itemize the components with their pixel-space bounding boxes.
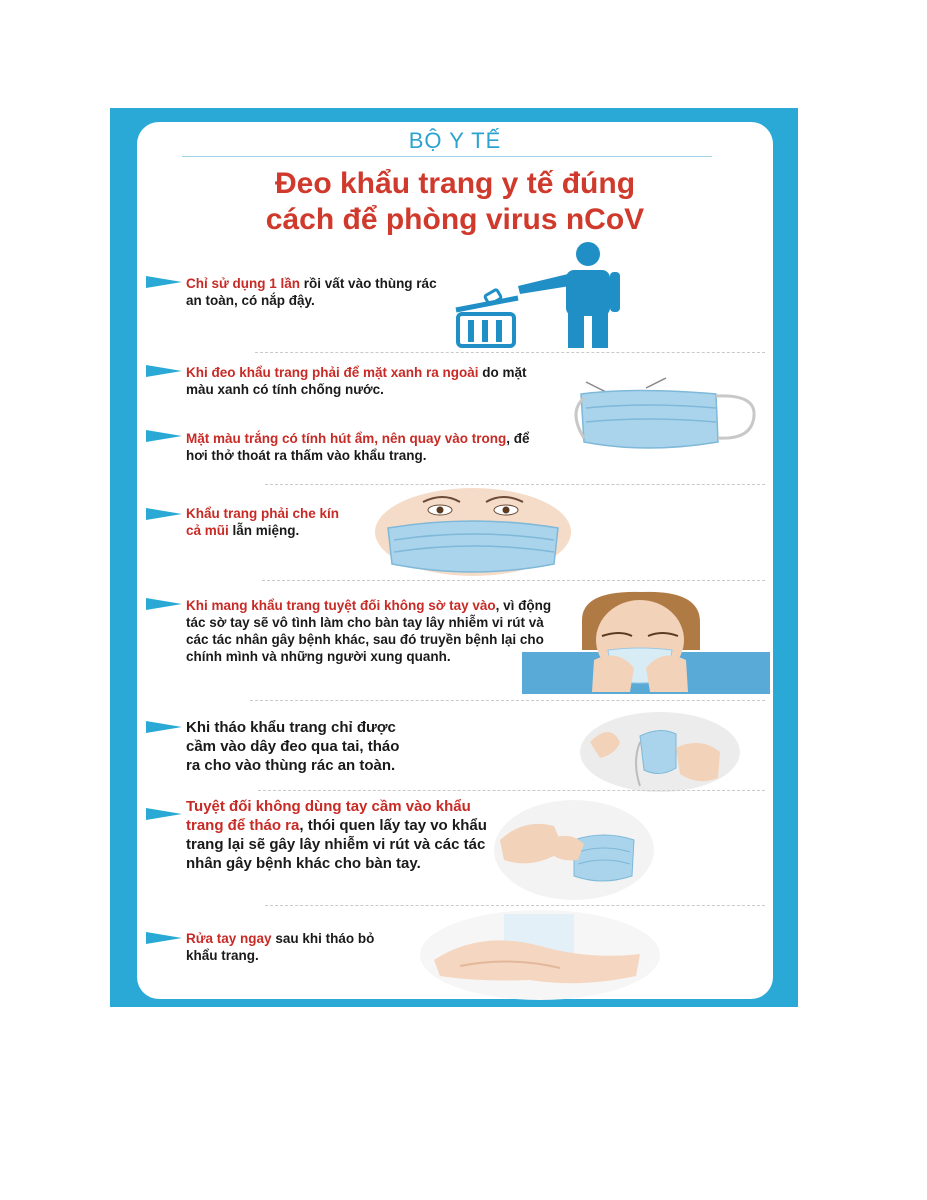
touching-mask-icon <box>522 590 770 694</box>
list-item <box>186 505 356 539</box>
divider <box>258 790 765 791</box>
divider <box>262 580 765 581</box>
arrow-icon <box>146 508 182 520</box>
masked-face-icon <box>368 488 578 576</box>
item-text: , để hơi thở thoát ra thấm vào khẩu trang. <box>186 431 530 463</box>
trash-bin-person-icon <box>448 240 648 350</box>
item-text: rồi vất vào thùng rác an toàn, có nắp đậy. <box>186 276 437 308</box>
item-highlight: Khi đeo khẩu trang phải để mặt xanh ra ngoài <box>186 365 479 380</box>
divider <box>250 700 765 701</box>
list-item <box>186 430 536 464</box>
item-highlight: Khẩu trang phải che kín cả mũi <box>186 506 340 538</box>
hand-grabbing-mask-icon <box>494 800 654 900</box>
hand-washing-icon <box>420 910 660 1000</box>
divider <box>265 484 765 485</box>
list-item <box>186 718 416 775</box>
item-highlight: Khi mang khẩu trang tuyệt đối không sờ tay vào <box>186 598 496 613</box>
item-highlight: Chỉ sử dụng 1 lần <box>186 276 301 291</box>
item-highlight: Rửa tay ngay <box>186 931 272 946</box>
list-item <box>186 797 506 873</box>
divider <box>255 352 765 353</box>
item-text: Khi tháo khẩu trang chỉ được cầm vào dây đeo qua tai, tháo ra cho vào thùng rác an toàn. <box>186 719 400 774</box>
face-mask-icon <box>566 372 766 462</box>
org-name: BỘ Y TẾ <box>408 128 502 153</box>
title-line-2: cách để phòng virus nCoV <box>265 203 645 236</box>
title-line-1: Đeo khẩu trang y tế đúng <box>274 167 636 200</box>
item-highlight: Mặt màu trắng có tính hút ẩm, nên quay vào trong <box>186 431 507 446</box>
item-highlight: Tuyệt đối không dùng tay cầm vào khẩu trang để tháo ra <box>186 798 471 834</box>
arrow-icon <box>146 721 182 733</box>
arrow-icon <box>146 808 182 820</box>
item-text: do mặt màu xanh có tính chống nước. <box>186 365 527 397</box>
item-text: , thói quen lấy tay vo khẩu trang lại sẽ gây lây nhiễm vi rút và các tác nhân gây bệnh khác cho bàn tay. <box>186 817 487 872</box>
arrow-icon <box>146 276 182 288</box>
divider <box>265 905 765 906</box>
arrow-icon <box>146 598 182 610</box>
item-text: lẫn miệng. <box>228 523 300 538</box>
arrow-icon <box>146 430 182 442</box>
arrow-icon <box>146 932 182 944</box>
removing-mask-icon <box>580 712 740 792</box>
list-item <box>186 364 546 398</box>
item-text: , vì động tác sờ tay sẽ vô tình làm cho bàn tay lây nhiễm vi rút và các tác nhân gây bệnh khác, sau đó truyền bệnh lại cho chính mình và những người xung quanh. <box>186 598 552 664</box>
item-text: sau khi tháo bỏ khẩu trang. <box>186 931 375 963</box>
list-item <box>186 930 406 964</box>
page-title <box>137 166 773 238</box>
arrow-icon <box>146 365 182 377</box>
org-divider <box>182 156 712 157</box>
list-item <box>186 275 446 309</box>
list-item <box>186 597 556 665</box>
